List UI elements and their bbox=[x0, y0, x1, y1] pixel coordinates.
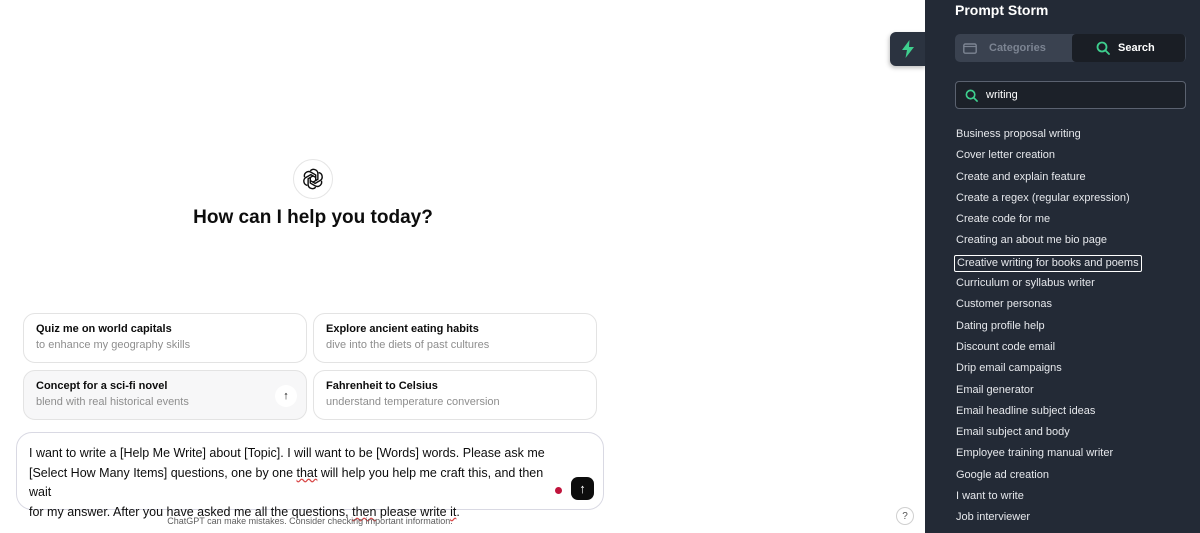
suggestion-title: Fahrenheit to Celsius bbox=[326, 380, 438, 392]
message-input[interactable] bbox=[29, 444, 549, 522]
suggestion-card[interactable] bbox=[313, 313, 597, 363]
prompt-list-item-label: Customer personas bbox=[956, 298, 1052, 311]
sidebar-title: Prompt Storm bbox=[955, 2, 1049, 18]
arrow-up-icon[interactable]: ↑ bbox=[275, 385, 297, 407]
prompt-storm-sidebar bbox=[925, 0, 1200, 533]
prompt-list-item-label: Business proposal writing bbox=[956, 128, 1081, 140]
prompt-list-item-label: Email subject and body bbox=[956, 426, 1070, 439]
prompt-list-item[interactable] bbox=[955, 233, 1142, 254]
prompt-list-item-label: Cover letter creation bbox=[956, 149, 1056, 162]
help-button[interactable]: ? bbox=[896, 507, 914, 525]
sidebar-tabs bbox=[955, 34, 1186, 62]
prompt-list-item-label: Employee training manual writer bbox=[956, 447, 1114, 460]
prompt-list-item[interactable] bbox=[955, 340, 1142, 361]
prompt-list-item[interactable] bbox=[955, 319, 1142, 340]
prompt-list-item-label: Creating an about me bio page bbox=[956, 234, 1108, 247]
message-text: . bbox=[456, 504, 460, 519]
prompt-list-item-label: Create a regex (regular expression) bbox=[956, 191, 1130, 204]
suggestion-title: Concept for a sci-fi novel bbox=[36, 380, 168, 392]
prompt-list-item-label: Dating profile help bbox=[956, 319, 1045, 332]
prompt-list-item[interactable] bbox=[955, 191, 1142, 212]
spellcheck-word: then bbox=[352, 504, 377, 519]
prompt-list-item-label: Drip email campaigns bbox=[956, 362, 1062, 375]
prompt-storm-toggle-button[interactable] bbox=[890, 32, 926, 66]
search-icon bbox=[1096, 41, 1110, 55]
message-line bbox=[29, 464, 549, 503]
prompt-list-item[interactable] bbox=[955, 425, 1142, 446]
prompt-list-item[interactable] bbox=[955, 468, 1142, 489]
suggestion-card[interactable] bbox=[23, 313, 307, 363]
prompt-list-item-label: Discount code email bbox=[956, 340, 1056, 353]
prompt-list-item-label: Job interviewer bbox=[956, 511, 1030, 524]
suggestion-subtitle: understand temperature conversion bbox=[326, 396, 500, 408]
message-text: will help you help me craft this, and then wait bbox=[29, 465, 544, 499]
prompt-list-item[interactable] bbox=[955, 212, 1142, 233]
message-composer[interactable] bbox=[16, 432, 604, 519]
prompt-list-item[interactable] bbox=[955, 404, 1142, 425]
disclaimer-text: ChatGPT can make mistakes. Consider checking important information. bbox=[167, 516, 453, 526]
spellcheck-word: that bbox=[296, 465, 318, 480]
tab-categories[interactable] bbox=[955, 34, 1071, 62]
arrow-up-icon: ↑ bbox=[579, 481, 586, 496]
message-line: I want to write a [Help Me Write] about [Topic]. I will want to be [Words] words. Please ask me bbox=[29, 446, 545, 460]
suggestion-card[interactable] bbox=[23, 370, 307, 420]
suggestion-subtitle: to enhance my geography skills bbox=[36, 339, 191, 351]
recording-dot-icon bbox=[555, 487, 562, 494]
message-text: for my answer. After you have asked me all the questions, bbox=[29, 504, 353, 519]
prompt-list-item[interactable] bbox=[955, 489, 1142, 510]
suggestion-subtitle: blend with real historical events bbox=[36, 396, 189, 408]
message-text: please write bbox=[376, 504, 451, 519]
prompt-list-item-label: I want to write bbox=[956, 490, 1024, 503]
prompt-list-item-label: Create and explain feature bbox=[956, 170, 1086, 183]
send-button[interactable] bbox=[571, 477, 594, 500]
tab-search[interactable] bbox=[1072, 34, 1185, 62]
prompt-list bbox=[955, 127, 1142, 532]
message-text: [Select How Many Items] questions, one by one bbox=[29, 465, 297, 480]
chatgpt-logo-icon bbox=[293, 159, 333, 199]
prompt-list-item-label: Google ad creation bbox=[956, 468, 1049, 481]
prompt-list-item[interactable] bbox=[955, 170, 1142, 191]
spellcheck-word: it bbox=[450, 504, 457, 519]
tab-label: Search bbox=[1118, 42, 1155, 54]
suggestion-title: Explore ancient eating habits bbox=[326, 323, 479, 335]
prompt-list-item[interactable] bbox=[955, 383, 1142, 404]
prompt-list-item[interactable] bbox=[955, 510, 1142, 531]
prompt-list-item[interactable] bbox=[955, 148, 1142, 169]
tab-label: Categories bbox=[989, 42, 1046, 54]
suggestion-subtitle: dive into the diets of past cultures bbox=[326, 339, 490, 351]
prompt-list-item-label: Email headline subject ideas bbox=[956, 404, 1096, 417]
prompt-list-item-label: Curriculum or syllabus writer bbox=[956, 277, 1095, 290]
suggestion-card[interactable] bbox=[313, 370, 597, 420]
prompt-list-item[interactable] bbox=[955, 446, 1142, 467]
prompt-list-item[interactable] bbox=[955, 127, 1142, 148]
prompt-list-item-label: Email generator bbox=[956, 383, 1034, 396]
page-title: How can I help you today? bbox=[193, 207, 433, 228]
prompt-list-item[interactable] bbox=[955, 255, 1142, 276]
prompt-search-input[interactable] bbox=[986, 89, 1176, 101]
prompt-list-item-label: Create code for me bbox=[956, 213, 1051, 226]
suggestion-title: Quiz me on world capitals bbox=[36, 323, 172, 335]
prompt-search-field[interactable] bbox=[955, 81, 1186, 109]
prompt-list-item-label: Creative writing for books and poems bbox=[954, 255, 1142, 272]
prompt-list-item[interactable] bbox=[955, 276, 1142, 297]
search-icon bbox=[965, 89, 978, 102]
folder-icon bbox=[963, 42, 977, 54]
prompt-list-item[interactable] bbox=[955, 297, 1142, 318]
lightning-bolt-icon bbox=[900, 40, 916, 58]
prompt-list-item[interactable] bbox=[955, 361, 1142, 382]
